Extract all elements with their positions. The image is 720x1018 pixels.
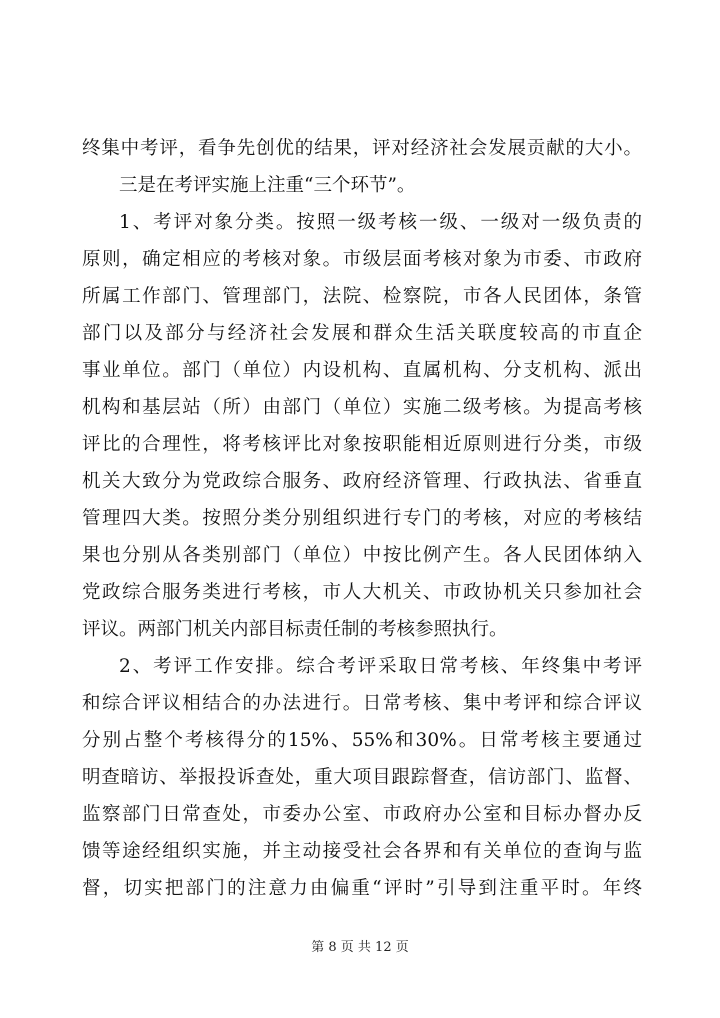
text-line: 原则，确定相应的考核对象。市级层面考核对象为市委、市政府 [82,249,642,270]
text-line: 三是在考评实施上注重“三个环节”。 [119,175,416,196]
text-line: 监察部门日常查处，市委办公室、市政府办公室和目标办督办反 [82,804,642,825]
text-line: 终集中考评，看争先创优的结果，评对经济社会发展贡献的大小。 [82,138,642,159]
text-line: 和综合评议相结合的办法进行。日常考核、集中考评和综合评议 [82,693,642,714]
text-line: 评比的合理性，将考核评比对象按职能相近原则进行分类，市级 [82,434,642,455]
text-line: 1、考评对象分类。按照一级考核一级、一级对一级负责的 [119,212,642,233]
text-line: 馈等途经组织实施，并主动接受社会各界和有关单位的查询与监 [82,841,642,862]
text-line: 党政综合服务类进行考核，市人大机关、市政协机关只参加社会 [82,582,642,603]
text-line: 明查暗访、举报投诉查处，重大项目跟踪督查，信访部门、监督、 [82,767,642,788]
text-line: 督，切实把部门的注意力由偏重“评时”引导到注重平时。年终 [82,878,642,899]
text-line: 果也分别从各类别部门（单位）中按比例产生。各人民团体纳入 [82,545,642,566]
text-line: 事业单位。部门（单位）内设机构、直属机构、分支机构、派出 [82,360,642,381]
text-line: 机关大致分为党政综合服务、政府经济管理、行政执法、省垂直 [82,471,642,492]
body-text [82,130,642,907]
page-number-footer: 第 8 页 共 12 页 [311,940,409,955]
text-line: 机构和基层站（所）由部门（单位）实施二级考核。为提高考核 [82,397,642,418]
text-line: 管理四大类。按照分类分别组织进行专门的考核，对应的考核结 [82,508,642,529]
text-line: 部门以及部分与经济社会发展和群众生活关联度较高的市直企 [82,323,642,344]
text-line: 2、考评工作安排。综合考评采取日常考核、年终集中考评 [119,656,642,677]
text-line: 所属工作部门、管理部门，法院、检察院，市各人民团体，条管 [82,286,642,307]
text-line: 分别占整个考核得分的15%、55%和30%。日常考核主要通过 [82,730,642,751]
text-line: 评议。两部门机关内部目标责任制的考核参照执行。 [82,619,508,640]
